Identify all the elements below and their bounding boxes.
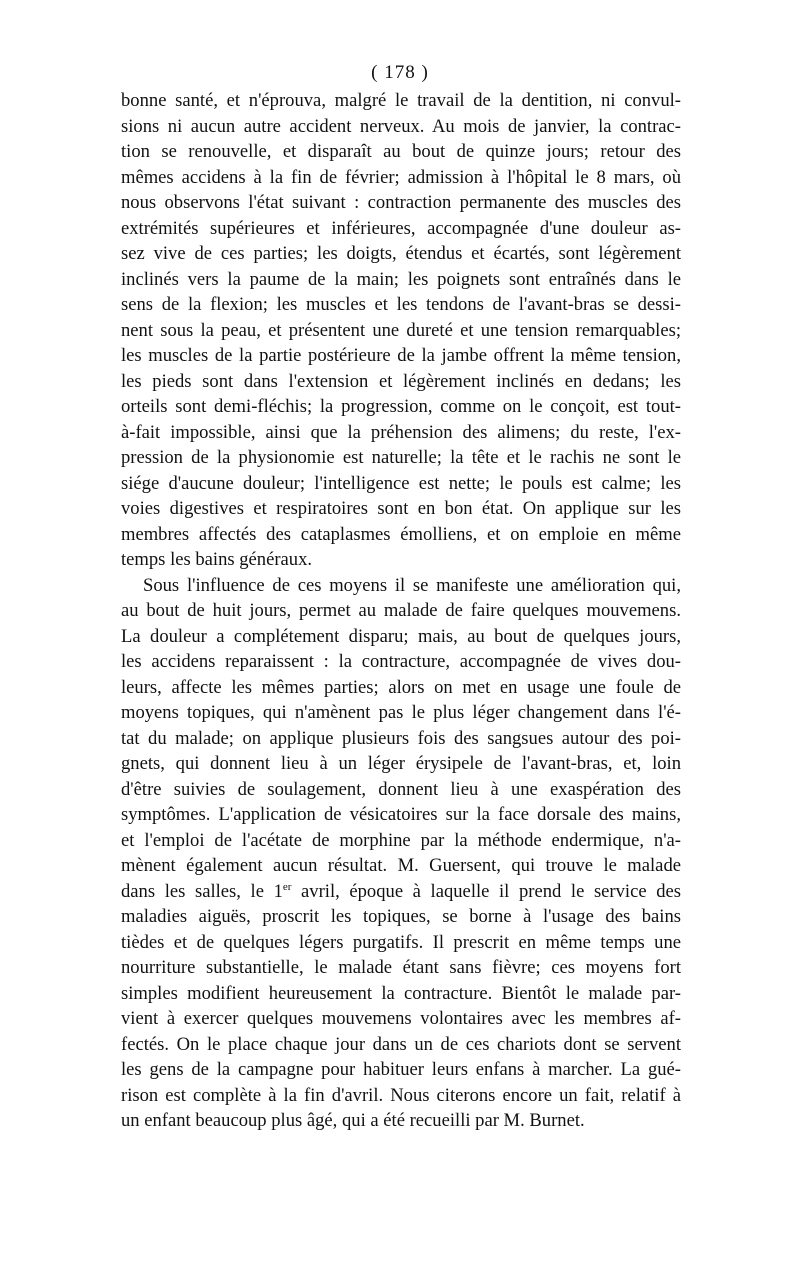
text-line: maladies aiguës, proscrit les topiques, se borne à l'usage des bains: [121, 906, 681, 927]
text-line: sez vive de ces parties; les doigts, étendus et écartés, sont légèrement: [121, 243, 681, 264]
text-line: d'être suivies de soulagement, donnent lieu à une exaspération des: [121, 778, 681, 800]
text-line: La douleur a complétement disparu; mais, au bout de quelques jours,: [121, 625, 681, 647]
text-line: nourriture substantielle, le malade étant sans fièvre; ces moyens fort: [121, 957, 681, 978]
text-line: vient à exercer quelques mouvemens volontaires avec les membres af-: [121, 1008, 681, 1029]
text-line: siége d'aucune douleur; l'intelligence est nette; le pouls est calme; les: [121, 472, 681, 494]
text-line: les accidens reparaissent : la contracture, accompagnée de vives dou-: [121, 651, 681, 672]
text-line: tion se renouvelle, et disparaît au bout de quinze jours; retour des: [121, 141, 681, 162]
text-line: les pieds sont dans l'extension et légèrement inclinés en dedans; les: [121, 370, 681, 392]
superscript: er: [282, 880, 292, 893]
text-line: tat du malade; on applique plusieurs fois des sangsues autour des poi-: [121, 727, 681, 749]
text-line: les muscles de la partie postérieure de la jambe offrent la même tension,: [121, 345, 681, 366]
text-line: leurs, affecte les mêmes parties; alors on met en usage une foule de: [121, 676, 681, 698]
text-line: rison est complète à la fin d'avril. Nous citerons encore un fait, relatif à: [121, 1084, 681, 1106]
text-line: mènent également aucun résultat. M. Guersent, qui trouve le malade: [121, 855, 681, 876]
text-line: sions ni aucun autre accident nerveux. Au mois de janvier, la contrac-: [121, 115, 681, 137]
text-line: membres affectés des cataplasmes émolliens, et on emploie en même: [121, 523, 681, 545]
body-text: [121, 88, 681, 1134]
text-line-with-superscript: [121, 879, 681, 905]
text-line: et l'emploi de l'acétate de morphine par la méthode endermique, n'a-: [121, 829, 681, 851]
page-number: ( 178 ): [371, 62, 429, 83]
text-line: orteils sont demi-fléchis; la progression, comme on le conçoit, est tout-: [121, 396, 681, 417]
text-line: mêmes accidens à la fin de février; admission à l'hôpital le 8 mars, où: [121, 166, 681, 188]
text-line: sens de la flexion; les muscles et les tendons de l'avant-bras se dessi-: [121, 294, 681, 315]
text-line: Sous l'influence de ces moyens il se manifeste une amélioration qui,: [143, 574, 681, 596]
text-line: pression de la physionomie est naturelle; la tête et le rachis ne sont le: [121, 447, 681, 468]
text-line: à-fait impossible, ainsi que la préhension des alimens; du reste, l'ex-: [121, 421, 681, 443]
text-line: nous observons l'état suivant : contraction permanente des muscles des: [121, 192, 681, 213]
text-line: au bout de huit jours, permet au malade de faire quelques mouvemens.: [121, 600, 681, 621]
text-fragment: dans les salles, le 1: [121, 880, 283, 902]
text-line: nent sous la peau, et présentent une dureté et une tension remarquables;: [121, 319, 681, 341]
paragraph-1: [121, 88, 681, 573]
text-line: moyens topiques, qui n'amènent pas le plus léger changement dans l'é-: [121, 702, 681, 723]
text-line: simples modifient heureusement la contracture. Bientôt le malade par-: [121, 982, 681, 1004]
text-line: extrémités supérieures et inférieures, accompagnée d'une douleur as-: [121, 217, 681, 239]
text-line: les gens de la campagne pour habituer leurs enfans à marcher. La gué-: [121, 1059, 681, 1080]
paragraph-2: [121, 573, 681, 1134]
text-line: fectés. On le place chaque jour dans un de ces chariots dont se servent: [121, 1033, 681, 1055]
text-line: un enfant beaucoup plus âgé, qui a été recueilli par M. Burnet.: [121, 1110, 585, 1131]
text-line: tièdes et de quelques légers purgatifs. Il prescrit en même temps une: [121, 931, 681, 953]
text-line: temps les bains généraux.: [121, 549, 313, 570]
text-line: bonne santé, et n'éprouva, malgré le travail de la dentition, ni convul-: [121, 90, 681, 111]
text-line: inclinés vers la paume de la main; les poignets sont entraînés dans le: [121, 268, 681, 290]
text-line: gnets, qui donnent lieu à un léger érysipele de l'avant-bras, et, loin: [121, 753, 681, 774]
text-fragment: avril, époque à laquelle il prend le service des: [291, 880, 681, 902]
text-line: symptômes. L'application de vésicatoires sur la face dorsale des mains,: [121, 804, 681, 825]
text-line: voies digestives et respiratoires sont en bon état. On applique sur les: [121, 498, 681, 519]
